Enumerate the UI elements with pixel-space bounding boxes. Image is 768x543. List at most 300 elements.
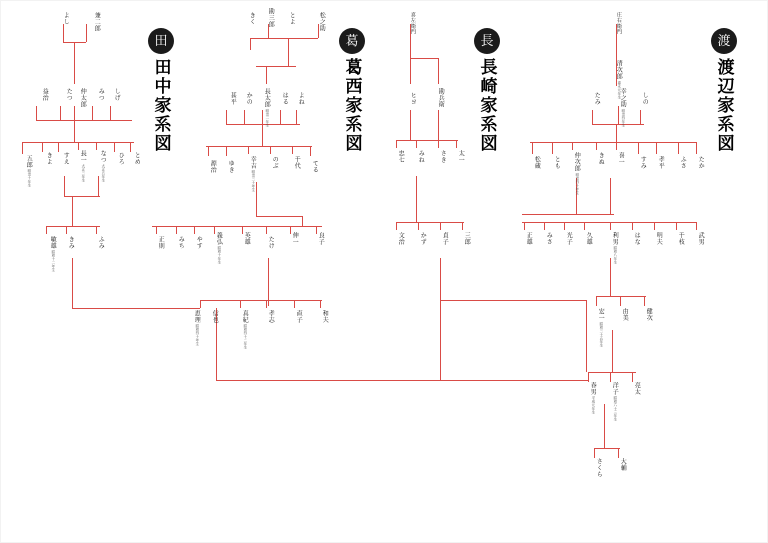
person-note: 昭和三十五年生 [598,322,603,348]
person-node[interactable] [590,458,606,478]
person-name: 英雄 [243,232,251,246]
person-name: 良子 [317,232,325,246]
person-node[interactable] [188,310,204,346]
person-name: きく [248,12,256,26]
person-name: やす [195,236,203,250]
connector-line [194,226,195,234]
person-name: 千代 [293,156,301,170]
person-node[interactable] [92,88,108,101]
person-node[interactable] [262,236,278,249]
person-node[interactable] [258,88,274,127]
connector-line [612,330,613,372]
person-name: みち [177,236,185,250]
connector-line [544,222,545,230]
person-name: みつ [97,88,105,102]
person-node[interactable] [432,88,448,108]
person-name: よね [297,92,305,106]
connector-line [440,300,586,301]
connector-line [616,142,617,150]
connector-line [216,380,588,381]
person-name: たけ [267,236,275,250]
connector-line [640,110,641,124]
person-node[interactable] [240,92,256,105]
connector-line [594,448,595,458]
person-node[interactable] [674,156,690,169]
connector-line [310,146,311,156]
person-node[interactable] [652,156,668,169]
person-name: 義弘 [215,232,223,246]
connector-line [594,448,620,449]
family-title-kasai [335,28,369,153]
person-node[interactable] [672,232,688,245]
person-node[interactable] [74,88,90,108]
person-name: はる [281,92,289,106]
person-name: 幸之助 [619,88,627,108]
person-note: 明治二年生 [264,108,269,127]
person-name: 孝志 [267,310,275,324]
person-name: ヒヨ [409,92,417,106]
connector-line [46,226,47,234]
person-name: ゆき [227,160,235,174]
person-node[interactable] [436,232,452,245]
person-node[interactable] [236,310,252,349]
person-node[interactable] [628,382,644,395]
connector-line [302,216,303,226]
person-note: 昭和四十二年生 [242,324,247,350]
person-name: 松之助 [318,12,326,32]
person-node[interactable] [606,382,622,421]
person-node[interactable] [36,88,52,101]
connector-line [266,226,267,234]
person-name: 長一 [79,150,87,164]
family-crest-icon: 田 [148,28,174,54]
person-name: 真紀 [241,310,249,324]
connector-line [410,110,411,140]
connector-line [320,300,321,308]
person-node[interactable] [404,12,420,34]
person-name: すみ [639,156,647,170]
connector-line [610,372,611,382]
person-name: 源治 [209,160,217,174]
person-node[interactable] [44,236,60,272]
person-node[interactable] [580,232,596,245]
person-node[interactable] [606,232,622,264]
person-node[interactable] [88,12,104,32]
person-name: 春男 [589,382,597,396]
person-name: 庄右衛門 [615,12,622,35]
connector-line [416,176,417,222]
person-note: 大正三年生 [80,164,85,183]
person-node[interactable] [528,156,544,169]
connector-line [396,222,464,223]
person-name: 正雄 [525,232,533,246]
connector-line [42,142,43,152]
connector-line [92,106,93,120]
person-node[interactable] [452,150,468,163]
family-name-label: 長崎家系図 [476,58,497,153]
connector-line [262,124,263,146]
connector-line [266,300,267,308]
person-node[interactable] [592,308,608,347]
person-node[interactable] [650,232,666,245]
connector-line [532,142,533,154]
person-node[interactable] [94,150,110,182]
connector-line [418,222,419,230]
person-node[interactable] [286,232,302,245]
connector-line [256,216,302,217]
person-note: 昭和十年生 [216,246,221,265]
person-node[interactable] [584,382,600,414]
connector-line [63,24,64,42]
family-crest-icon: 長 [474,28,500,54]
person-node[interactable] [610,12,626,34]
person-note: 昭和十二年生 [50,250,55,272]
person-name: 長太郎 [263,88,271,108]
connector-line [596,296,597,306]
person-name: たみ [593,92,601,106]
person-name: 由美 [621,308,629,322]
person-name: ふさ [679,156,687,170]
connector-line [72,258,73,308]
person-name: 勘三郎 [267,8,275,28]
person-node[interactable] [288,156,304,169]
person-name: 喜左衛門 [409,12,416,35]
connector-line [96,142,97,150]
person-name: 信也 [211,310,219,324]
person-name: 正則 [157,236,165,250]
connector-line [60,106,61,120]
family-crest-icon: 葛 [339,28,365,54]
connector-line [74,120,75,142]
connector-line [632,222,633,230]
connector-line [248,146,249,154]
person-name: きよ [45,152,53,166]
person-node[interactable] [108,88,124,101]
connector-line [522,214,614,215]
connector-line [564,222,565,230]
connector-line [200,300,322,301]
connector-line [588,372,589,382]
connector-line [46,226,100,227]
person-node[interactable] [224,92,240,105]
family-name-label: 渡辺家系図 [713,58,734,153]
connector-line [226,146,227,156]
person-name: よし [62,12,70,26]
person-name: 明夫 [655,232,663,246]
connector-line [240,300,241,308]
person-name: かの [245,92,253,106]
person-node[interactable] [152,236,168,249]
person-name: かず [419,232,427,246]
person-name: きみ [67,236,75,250]
person-node[interactable] [616,308,632,321]
connector-line [604,404,605,448]
connector-line [522,222,696,223]
connector-line [226,110,227,124]
connector-line [588,372,636,373]
person-name: みね [417,150,425,164]
connector-line [638,142,639,154]
person-name: 太一 [457,150,465,164]
person-name: 兼二郎 [93,12,101,32]
person-name: ふみ [97,236,105,250]
person-node[interactable] [306,160,322,173]
connector-line [270,146,271,154]
person-name: たか [697,156,705,170]
person-node[interactable] [190,236,206,249]
person-name: 仲太郎 [79,88,87,108]
person-name: 五郎 [25,155,33,169]
connector-line [410,58,411,84]
person-name: 宏一 [597,308,605,322]
connector-line [438,140,439,148]
connector-line [110,106,111,120]
person-node[interactable] [548,156,564,169]
person-note: 明治十年生 [26,169,31,188]
family-name-label: 田中家系図 [150,58,171,153]
person-name: 甚平 [229,92,237,106]
connector-line [266,66,267,84]
person-name: 文治 [397,232,405,246]
connector-line [74,106,75,120]
person-node[interactable] [313,12,329,32]
person-node[interactable] [628,232,644,245]
connector-line [678,142,679,154]
connector-line [36,120,132,121]
connector-line [86,24,87,42]
connector-line [296,110,297,124]
connector-line [456,140,457,148]
person-node[interactable] [414,232,430,245]
connector-line [200,300,201,308]
connector-line [610,222,611,230]
person-node[interactable] [20,155,36,187]
connector-line [64,176,65,196]
connector-line [244,110,245,124]
connector-line [572,142,573,150]
person-name: 久雄 [585,232,593,246]
person-node[interactable] [262,8,278,28]
person-name: 亮太 [633,382,641,396]
person-node[interactable] [57,12,73,25]
person-node[interactable] [520,232,536,245]
person-node[interactable] [283,12,299,25]
person-note: 昭和八年生 [612,246,617,265]
person-name: 貞子 [441,232,449,246]
person-name: 勘兵衛 [437,88,445,108]
person-name: 清次郎 [615,60,623,80]
person-name: たつ [65,88,73,102]
person-node[interactable] [238,232,254,245]
person-name: 孝平 [657,156,665,170]
connector-line [294,300,295,308]
connector-line [656,142,657,154]
person-node[interactable] [640,308,656,321]
person-node[interactable] [636,92,652,105]
person-name: 幸吉 [249,156,257,170]
person-name: 益治 [41,88,49,102]
person-node[interactable] [57,152,73,165]
person-node[interactable] [568,152,584,194]
family-title-tanaka [144,28,178,153]
connector-line [396,222,397,230]
person-node[interactable] [204,160,220,173]
person-name: 千枝 [677,232,685,246]
person-name: とよ [288,12,296,26]
person-node[interactable] [392,150,408,163]
connector-line [584,222,585,230]
connector-line [530,142,696,143]
person-node[interactable] [40,152,56,165]
person-node[interactable] [434,150,450,163]
person-note: 昭和四十年生 [194,324,199,346]
connector-line [586,300,587,372]
person-node[interactable] [210,232,226,264]
person-name: とめ [133,152,141,166]
person-name: すえ [62,152,70,166]
person-name: しげ [113,88,121,102]
connector-line [416,140,417,148]
person-note: 昭和六十三年生 [612,396,617,422]
connector-line [22,142,23,154]
person-name: 三郎 [463,232,471,246]
connector-line [696,222,697,230]
person-name: みさ [545,232,553,246]
connector-line [676,222,677,230]
person-name: 健次 [645,308,653,322]
person-name: 仲次郎 [573,152,581,172]
person-name: 松蔵 [533,156,541,170]
person-node[interactable] [614,88,630,127]
connector-line [592,110,593,124]
connector-line [152,226,322,227]
person-node[interactable] [112,152,128,165]
person-note: 嘉永元年生 [616,80,621,99]
person-node[interactable] [634,156,650,169]
person-note: 明治三十年生 [250,170,255,192]
person-node[interactable] [316,310,332,323]
person-node[interactable] [244,156,260,192]
connector-line [410,58,438,59]
person-name: 和夫 [321,310,329,324]
connector-line [620,296,621,306]
person-name: なつ [99,150,107,164]
connector-line [36,106,37,120]
person-name: しの [641,92,649,106]
connector-line [176,226,177,234]
connector-line [58,142,59,152]
person-node[interactable] [692,156,708,169]
person-name: はな [633,232,641,246]
person-note: 明治四十年生 [574,172,579,195]
connector-line [524,222,525,230]
person-node[interactable] [458,232,474,245]
connector-line [96,226,97,234]
person-name: 忠七 [397,150,405,164]
person-node[interactable] [404,92,420,105]
connector-line [74,42,75,84]
connector-line [72,196,73,226]
connector-line [268,258,269,306]
person-name: 大輔 [619,458,627,472]
person-name: てる [311,160,319,174]
connector-line [130,142,131,152]
person-name: 光子 [565,232,573,246]
person-node[interactable] [92,236,108,249]
person-name: とも [553,156,561,170]
person-name: 喜一 [617,152,625,166]
person-node[interactable] [128,152,144,165]
person-name: 利男 [611,232,619,246]
person-note: 大正五年生 [100,164,105,183]
person-note: 明治四年生 [620,108,625,127]
connector-line [462,222,463,230]
connector-line [610,178,611,214]
person-node[interactable] [588,92,604,105]
connector-line [72,308,200,309]
person-node[interactable] [292,92,308,105]
connector-line [396,140,458,141]
connector-line [292,146,293,154]
person-node[interactable] [262,310,278,323]
person-note: 平成元年生 [590,396,595,415]
person-name: さくら [595,458,603,478]
connector-line [552,142,553,154]
connector-line [696,142,697,154]
person-node[interactable] [612,152,628,165]
connector-line [64,196,100,197]
person-node[interactable] [222,160,238,173]
connector-line [596,142,597,150]
person-node[interactable] [290,310,306,323]
family-crest-icon: 渡 [711,28,737,54]
connector-line [256,66,296,67]
connector-line [280,110,281,124]
person-node[interactable] [614,458,630,471]
connector-line [438,58,439,84]
person-node[interactable] [276,92,292,105]
connector-line [78,142,79,150]
connector-line [288,38,289,66]
family-title-nagasaki [470,28,504,153]
connector-line [66,226,67,234]
connector-line [250,38,318,39]
person-node[interactable] [392,232,408,245]
connector-line [250,38,251,50]
person-node[interactable] [312,232,328,245]
person-node[interactable] [62,236,78,249]
person-name: 直子 [295,310,303,324]
person-node[interactable] [592,152,608,165]
person-name: 洋子 [611,382,619,396]
connector-line [654,222,655,230]
connector-line [440,222,441,230]
person-node[interactable] [560,232,576,245]
person-node[interactable] [243,12,259,25]
person-node[interactable] [540,232,556,245]
person-node[interactable] [266,156,282,169]
person-node[interactable] [692,232,708,245]
connector-line [596,296,646,297]
connector-line [156,226,157,234]
person-node[interactable] [206,310,222,323]
person-node[interactable] [172,236,188,249]
person-node[interactable] [412,150,428,163]
connector-line [440,258,441,380]
person-name: 恵理 [193,310,201,324]
person-name: 武男 [697,232,705,246]
person-node[interactable] [74,150,90,182]
